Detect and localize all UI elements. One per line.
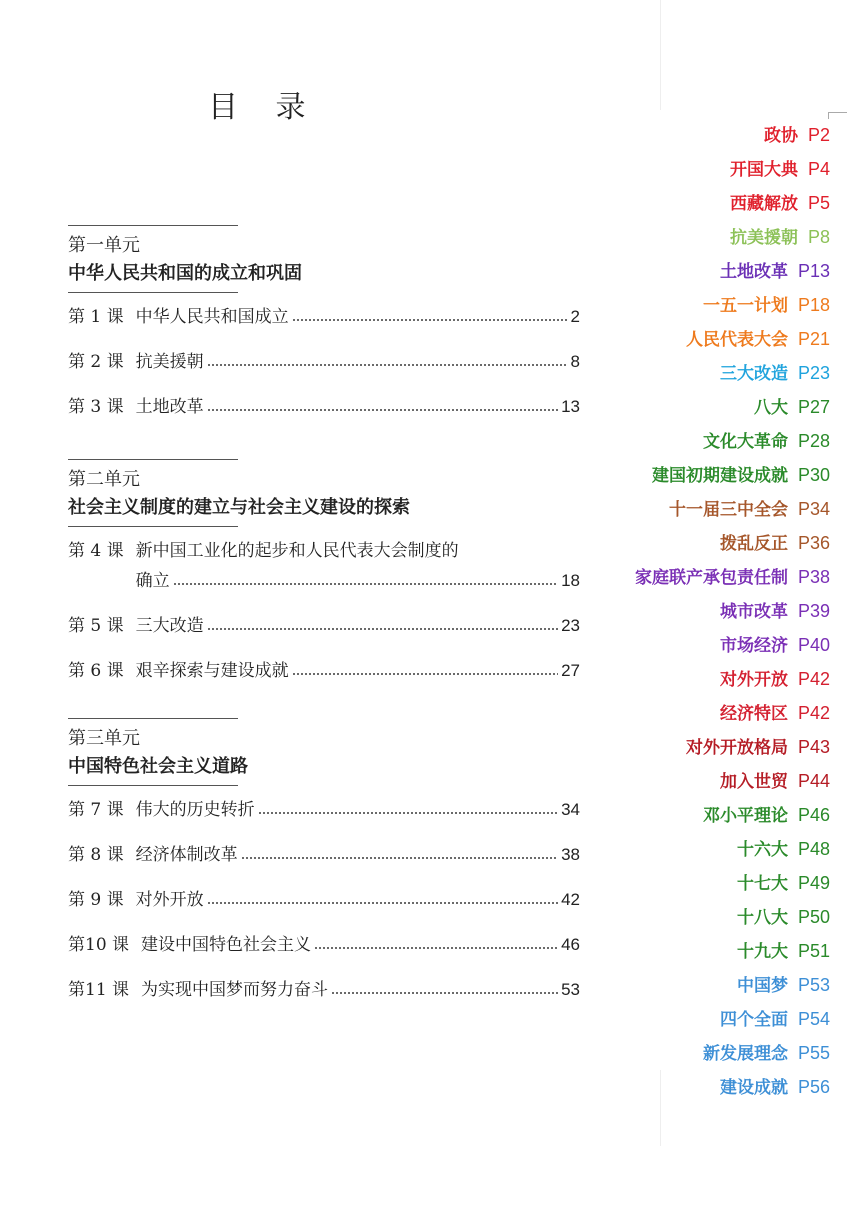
- lesson-title: 伟大的历史转折: [135, 800, 255, 820]
- keyword-page: P42: [797, 703, 830, 723]
- keyword-page: P28: [797, 431, 830, 451]
- page-number: 23: [561, 616, 580, 635]
- keyword-entry[interactable]: [635, 221, 830, 255]
- keyword-entry[interactable]: [635, 969, 830, 1003]
- lesson-title: 对外开放: [135, 890, 204, 910]
- page-number: 42: [561, 890, 580, 909]
- lesson-number: 第 4 课: [68, 541, 124, 561]
- keyword-page: P55: [797, 1043, 830, 1063]
- keyword-entry[interactable]: [635, 1003, 830, 1037]
- dot-leader: [207, 353, 568, 367]
- keyword-entry[interactable]: [635, 561, 830, 595]
- keyword-page: P23: [797, 363, 830, 383]
- keyword-term: 对外开放格局: [685, 738, 788, 758]
- toc-entry[interactable]: [68, 350, 580, 395]
- page-number: 8: [570, 352, 580, 371]
- keyword-page: P4: [807, 159, 830, 179]
- lesson-number: 第 9 课: [68, 890, 124, 910]
- dot-leader: [207, 891, 558, 905]
- lesson-title: 艰辛探索与建设成就: [135, 661, 289, 681]
- toc-entry[interactable]: [68, 659, 580, 704]
- keyword-term: 文化大革命: [702, 432, 788, 452]
- toc-entry[interactable]: [68, 798, 580, 843]
- toc-entry[interactable]: [68, 305, 580, 350]
- unit-divider: [68, 459, 238, 460]
- unit-divider: [68, 526, 238, 527]
- keyword-page: P5: [807, 193, 830, 213]
- keyword-term: 抗美援朝: [729, 228, 798, 248]
- page-number: 13: [561, 397, 580, 416]
- keyword-term: 人民代表大会: [685, 330, 788, 350]
- keyword-term: 三大改造: [719, 364, 788, 384]
- keyword-page: P8: [807, 227, 830, 247]
- keyword-term: 拨乱反正: [719, 534, 788, 554]
- keyword-page: P13: [797, 261, 830, 281]
- lesson-title: 新中国工业化的起步和人民代表大会制度的: [135, 541, 459, 561]
- keyword-entry[interactable]: [635, 595, 830, 629]
- keyword-entry[interactable]: [635, 1071, 830, 1105]
- keyword-term: 对外开放: [719, 670, 788, 690]
- unit-divider: [68, 292, 238, 293]
- dot-leader: [331, 981, 558, 995]
- keyword-term: 十七大: [736, 874, 788, 894]
- lesson-number: 第 1 课: [68, 307, 124, 327]
- lesson-number: 第 8 课: [68, 845, 124, 865]
- lesson-title-continued: 确立: [135, 571, 170, 591]
- keyword-entry[interactable]: [635, 799, 830, 833]
- keyword-term: 建设成就: [719, 1078, 788, 1098]
- keyword-term: 十九大: [736, 942, 788, 962]
- keyword-page: P27: [797, 397, 830, 417]
- dot-leader: [292, 308, 568, 322]
- keyword-page: P53: [797, 975, 830, 995]
- lesson-number: 第10 课: [68, 935, 130, 955]
- page-number: 18: [561, 571, 580, 590]
- keyword-entry[interactable]: [635, 1037, 830, 1071]
- keyword-page: P21: [797, 329, 830, 349]
- keyword-page: P43: [797, 737, 830, 757]
- page-edge-line: [660, 0, 661, 110]
- keyword-entry[interactable]: [635, 289, 830, 323]
- keyword-term: 西藏解放: [729, 194, 798, 214]
- dot-leader: [173, 572, 558, 586]
- keyword-page: P34: [797, 499, 830, 519]
- keyword-page: P50: [797, 907, 830, 927]
- lesson-title: 中华人民共和国成立: [135, 307, 289, 327]
- keyword-term: 十六大: [736, 840, 788, 860]
- toc-entry[interactable]: [68, 843, 580, 888]
- page-number: 38: [561, 845, 580, 864]
- keyword-page: P36: [797, 533, 830, 553]
- keyword-entry[interactable]: [635, 153, 830, 187]
- keyword-entry[interactable]: [635, 391, 830, 425]
- toc-entry[interactable]: [68, 888, 580, 933]
- unit-title: 中华人民共和国的成立和巩固: [68, 263, 302, 284]
- lesson-number: 第11 课: [68, 980, 130, 1000]
- keyword-page: P38: [797, 567, 830, 587]
- keyword-entry[interactable]: [635, 629, 830, 663]
- lesson-number: 第 3 课: [68, 397, 124, 417]
- keyword-entry[interactable]: [635, 833, 830, 867]
- keyword-page: P2: [807, 125, 830, 145]
- toc-entry[interactable]: [68, 539, 580, 614]
- keyword-page: P40: [797, 635, 830, 655]
- keyword-page: P54: [797, 1009, 830, 1029]
- lesson-title: 土地改革: [135, 397, 204, 417]
- keyword-entry[interactable]: [635, 867, 830, 901]
- keyword-entry[interactable]: [635, 323, 830, 357]
- unit-divider: [68, 785, 238, 786]
- dot-leader: [314, 936, 558, 950]
- keyword-term: 家庭联产承包责任制: [634, 568, 788, 588]
- dot-leader: [207, 617, 558, 631]
- keyword-term: 四个全面: [719, 1010, 788, 1030]
- page-number: 34: [561, 800, 580, 819]
- dot-leader: [241, 846, 558, 860]
- crop-mark: [828, 112, 847, 119]
- keyword-page: P44: [797, 771, 830, 791]
- lesson-list: [68, 305, 580, 440]
- unit-divider: [68, 225, 238, 226]
- keyword-term: 市场经济: [719, 636, 788, 656]
- keyword-entry[interactable]: [635, 697, 830, 731]
- lesson-title: 抗美援朝: [135, 352, 204, 372]
- lesson-list: [68, 539, 580, 704]
- keyword-term: 十一届三中全会: [668, 500, 788, 520]
- keyword-entry[interactable]: [635, 663, 830, 697]
- keyword-entry[interactable]: [635, 901, 830, 935]
- page-number: 46: [561, 935, 580, 954]
- unit-title: 社会主义制度的建立与社会主义建设的探索: [68, 497, 410, 518]
- keyword-entry[interactable]: [635, 493, 830, 527]
- keyword-page: P18: [797, 295, 830, 315]
- lesson-number: 第 6 课: [68, 661, 124, 681]
- unit-section: [68, 718, 580, 1023]
- dot-leader: [207, 398, 558, 412]
- unit-label: 第三单元: [68, 728, 140, 749]
- toc-entry[interactable]: [68, 933, 580, 978]
- keyword-term: 城市改革: [719, 602, 788, 622]
- keyword-term: 土地改革: [719, 262, 788, 282]
- keyword-entry[interactable]: [635, 425, 830, 459]
- keyword-entry[interactable]: [635, 255, 830, 289]
- keyword-term: 一五一计划: [702, 296, 788, 316]
- page-number: 2: [570, 307, 580, 326]
- keyword-entry[interactable]: [635, 935, 830, 969]
- lesson-title: 建设中国特色社会主义: [141, 935, 312, 955]
- unit-divider: [68, 718, 238, 719]
- lesson-number: 第 5 课: [68, 616, 124, 636]
- keyword-term: 新发展理念: [702, 1044, 788, 1064]
- keyword-page: P42: [797, 669, 830, 689]
- dot-leader: [258, 801, 558, 815]
- keyword-entry[interactable]: [635, 765, 830, 799]
- lesson-list: [68, 798, 580, 1023]
- keyword-entry[interactable]: [635, 187, 830, 221]
- keyword-page: P56: [797, 1077, 830, 1097]
- keyword-term: 中国梦: [736, 976, 788, 996]
- keyword-term: 建国初期建设成就: [651, 466, 788, 486]
- page-number: 27: [561, 661, 580, 680]
- keyword-page: P39: [797, 601, 830, 621]
- dot-leader: [292, 662, 558, 676]
- lesson-title: 经济体制改革: [135, 845, 238, 865]
- unit-section: [68, 459, 580, 704]
- unit-title: 中国特色社会主义道路: [68, 756, 248, 777]
- lesson-number: 第 2 课: [68, 352, 124, 372]
- keyword-term: 加入世贸: [719, 772, 788, 792]
- keyword-page: P46: [797, 805, 830, 825]
- keyword-entry[interactable]: [635, 119, 830, 153]
- page-title: 目 录: [208, 90, 320, 125]
- lesson-title: 为实现中国梦而努力奋斗: [141, 980, 329, 1000]
- toc-entry[interactable]: [68, 978, 580, 1023]
- keyword-term: 十八大: [736, 908, 788, 928]
- keyword-index: [635, 119, 830, 1105]
- unit-label: 第一单元: [68, 235, 140, 256]
- toc-entry[interactable]: [68, 395, 580, 440]
- keyword-term: 八大: [753, 398, 788, 418]
- keyword-term: 经济特区: [719, 704, 788, 724]
- unit-section: [68, 225, 580, 440]
- toc-entry[interactable]: [68, 614, 580, 659]
- keyword-term: 开国大典: [729, 160, 798, 180]
- keyword-page: P30: [797, 465, 830, 485]
- unit-label: 第二单元: [68, 469, 140, 490]
- keyword-term: 邓小平理论: [702, 806, 788, 826]
- keyword-page: P51: [797, 941, 830, 961]
- lesson-title: 三大改造: [135, 616, 204, 636]
- page-number: 53: [561, 980, 580, 999]
- keyword-entry[interactable]: [635, 527, 830, 561]
- lesson-number: 第 7 课: [68, 800, 124, 820]
- keyword-entry[interactable]: [635, 731, 830, 765]
- keyword-entry[interactable]: [635, 357, 830, 391]
- keyword-entry[interactable]: [635, 459, 830, 493]
- keyword-page: P49: [797, 873, 830, 893]
- keyword-page: P48: [797, 839, 830, 859]
- keyword-term: 政协: [763, 126, 798, 146]
